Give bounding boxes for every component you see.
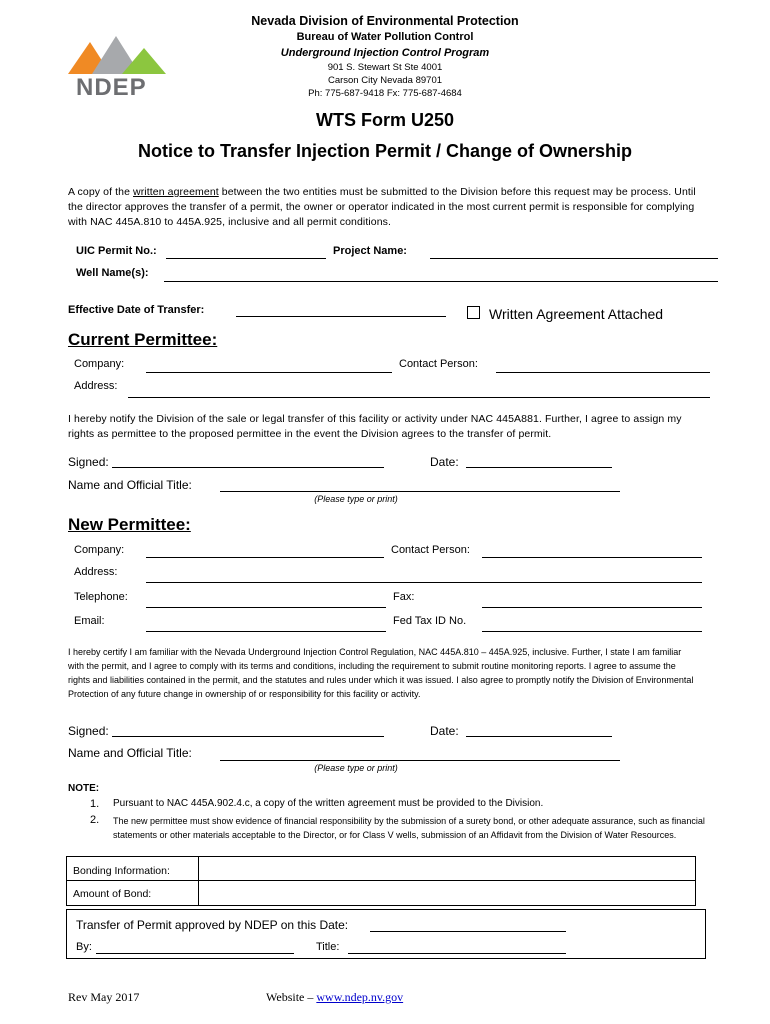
new-hint: (Please type or print)	[314, 763, 398, 773]
current-hint: (Please type or print)	[314, 494, 398, 504]
new-fax-label: Fax:	[393, 591, 415, 603]
new-address-input[interactable]	[146, 582, 702, 583]
effective-date-input[interactable]	[236, 316, 446, 317]
new-signed-label: Signed:	[68, 724, 109, 738]
bureau-name: Bureau of Water Pollution Control	[296, 31, 474, 43]
approval-box	[66, 909, 706, 959]
website-link[interactable]: www.ndep.nv.gov	[316, 990, 404, 1004]
new-date-input[interactable]	[466, 736, 612, 737]
new-address-label: Address:	[74, 566, 118, 578]
bonding-info-label: Bonding Information:	[73, 865, 170, 877]
bond-amount-label: Amount of Bond:	[73, 888, 152, 900]
effective-date-label: Effective Date of Transfer:	[68, 304, 205, 316]
org-name: Nevada Division of Environmental Protection	[251, 14, 519, 28]
well-names-label: Well Name(s):	[76, 267, 149, 279]
bond-amount-input[interactable]	[200, 882, 692, 903]
current-company-label: Company:	[74, 358, 125, 370]
address-line-1: 901 S. Stewart St Ste 4001	[327, 62, 443, 73]
current-date-input[interactable]	[466, 467, 612, 468]
approval-by-label: By:	[76, 941, 92, 953]
written-agreement-checkbox[interactable]	[467, 306, 480, 319]
new-fed-tax-label: Fed Tax ID No.	[393, 615, 467, 627]
current-name-title-label: Name and Official Title:	[68, 478, 192, 492]
current-statement: I hereby notify the Division of the sale or legal transfer of this facility or activity under NAC 445A881. Further, I agree to assign my rights as permittee to the proposed permittee in the event the Division agrees to the transfer of permit.	[68, 413, 682, 440]
note-item-1-text: Pursuant to NAC 445A.902.4.c, a copy of the written agreement must be provided to the Division.	[113, 798, 544, 809]
current-name-title-input[interactable]	[220, 491, 620, 492]
new-email-input[interactable]	[146, 631, 386, 632]
program-name: Underground Injection Control Program	[280, 47, 490, 59]
new-fed-tax-input[interactable]	[482, 631, 702, 632]
new-name-title-label: Name and Official Title:	[68, 746, 192, 760]
new-signature-input[interactable]	[112, 736, 384, 737]
written-agreement-label: Written Agreement Attached	[489, 306, 664, 322]
note-item-2-text: The new permittee must show evidence of financial responsibility by the submission of a surety bond, or other adequate assurance, such as financial statements or other materials acceptable to the Director, or for Class V wells, submission of an Affidavit from the Division of Water Resources.	[113, 816, 705, 840]
form-title: Notice to Transfer Injection Permit / Change of Ownership	[137, 141, 633, 161]
new-company-input[interactable]	[146, 557, 384, 558]
new-email-label: Email:	[74, 615, 105, 627]
approval-date-input[interactable]	[370, 931, 566, 932]
logo-text: NDEP	[76, 74, 147, 101]
new-contact-label: Contact Person:	[391, 544, 470, 556]
current-signature-input[interactable]	[112, 467, 384, 468]
project-name-input[interactable]	[430, 258, 718, 259]
approval-title-input[interactable]	[348, 953, 566, 954]
form-number: WTS Form U250	[315, 110, 455, 130]
uic-permit-label: UIC Permit No.:	[76, 245, 157, 257]
bonding-info-input[interactable]	[200, 858, 692, 879]
new-company-label: Company:	[74, 544, 125, 556]
ndep-logo	[64, 30, 170, 104]
note-item-1-num: 1.	[90, 798, 100, 810]
revision-date: Rev May 2017	[68, 990, 140, 1004]
current-date-label: Date:	[430, 455, 459, 469]
current-permittee-heading: Current Permittee:	[68, 330, 218, 349]
bond-row-divider	[66, 880, 696, 881]
current-contact-input[interactable]	[496, 372, 710, 373]
bond-col-divider	[198, 856, 199, 905]
project-name-label: Project Name:	[333, 245, 407, 257]
note-item-2-num: 2.	[90, 814, 100, 826]
current-company-input[interactable]	[146, 372, 392, 373]
new-date-label: Date:	[430, 724, 459, 738]
well-names-input[interactable]	[164, 281, 718, 282]
new-name-title-input[interactable]	[220, 760, 620, 761]
phone-fax: Ph: 775-687-9418 Fx: 775-687-4684	[308, 88, 462, 99]
new-telephone-label: Telephone:	[74, 591, 128, 603]
current-address-input[interactable]	[128, 397, 710, 398]
website: Website – www.ndep.nv.gov	[266, 990, 404, 1004]
new-fax-input[interactable]	[482, 607, 702, 608]
written-agreement-phrase: written agreement	[133, 186, 219, 198]
new-statement: I hereby certify I am familiar with the Nevada Underground Injection Control Regulation, NAC 445A.810 – 445A.925, inclusive. Further, I state I am familiar with the permit, and I agree to comply with its terms and conditions, including the requirement to submit routine monitoring reports. I agree to assume the rights and liabilities contained in the permit, and the statutes and rules under which it was issued. I also agree to promptly notify the Division of Environmental Protection of any future change in ownership of or responsibility for this facility or activity.	[68, 647, 694, 699]
approval-text: Transfer of Permit approved by NDEP on this Date:	[76, 918, 349, 932]
note-heading: NOTE:	[68, 783, 100, 794]
address-line-2: Carson City Nevada 89701	[327, 75, 443, 86]
new-telephone-input[interactable]	[146, 607, 386, 608]
current-address-label: Address:	[74, 380, 118, 392]
new-permittee-heading: New Permittee:	[68, 515, 191, 534]
new-contact-input[interactable]	[482, 557, 702, 558]
approval-by-input[interactable]	[96, 953, 294, 954]
current-contact-label: Contact Person:	[399, 358, 478, 370]
current-signed-label: Signed:	[68, 455, 109, 469]
intro-paragraph: A copy of the written agreement between the two entities must be submitted to the Division before this request may be process. Until the director approves the transfer of a permit, the owner or operator indicated in the most current permit is responsible for complying with NAC 445A.810 to 445A.925, inclusive and all permit conditions.	[68, 186, 696, 228]
approval-title-label: Title:	[316, 941, 340, 953]
uic-permit-input[interactable]	[166, 258, 326, 259]
